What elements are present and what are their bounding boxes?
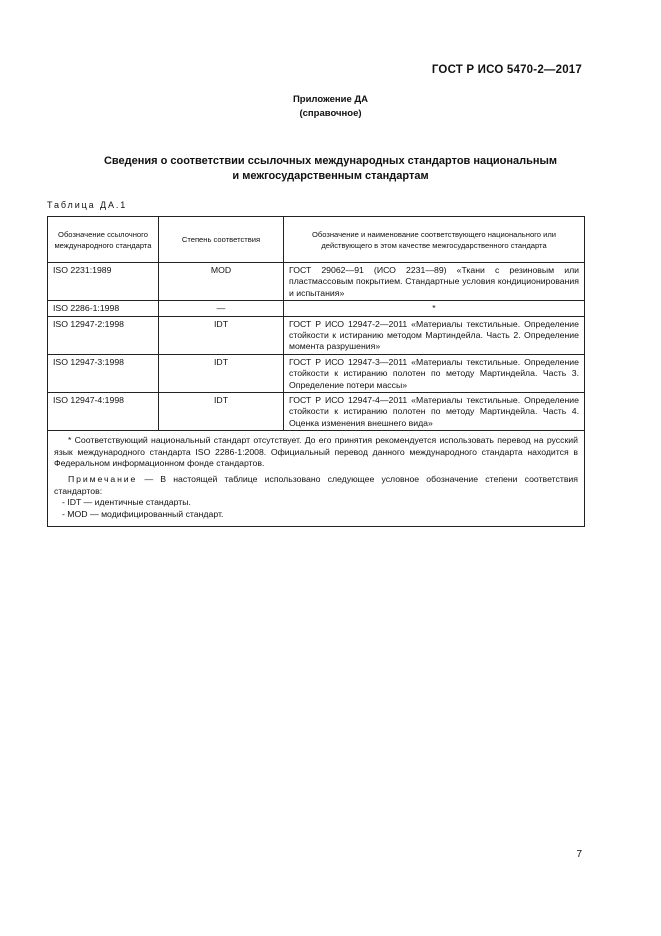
table-header-row [48, 217, 585, 263]
cell-national: * [284, 301, 585, 316]
cell-national: ГОСТ Р ИСО 12947-4—2011 «Материалы текстильные. Определение стойкости к истиранию полотен по методу Мартиндейла. Часть 4. Оценка изменения внешнего вида» [284, 393, 585, 431]
cell-degree: IDT [159, 316, 284, 354]
cell-reference: ISO 12947-2:1998 [48, 316, 159, 354]
table-row [48, 301, 585, 316]
cell-national: ГОСТ 29062—91 (ИСО 2231—89) «Ткани с резиновым или пластмассовым покрытием. Стандартные условия кондиционирования и испытания» [284, 263, 585, 301]
cell-reference: ISO 2286-1:1998 [48, 301, 159, 316]
cell-national: ГОСТ Р ИСО 12947-3—2011 «Материалы текстильные. Определение стойкости к истиранию полотен по методу Мартиндейла. Часть 3. Определение потери массы» [284, 354, 585, 392]
table-row [48, 316, 585, 354]
appendix-subtitle: (справочное) [299, 108, 362, 119]
section-title-line-2: и межгосударственным стандартам [232, 170, 429, 182]
cell-reference: ISO 12947-3:1998 [48, 354, 159, 392]
cell-degree: — [159, 301, 284, 316]
note-label: Примечание [68, 474, 138, 485]
cell-degree: IDT [159, 354, 284, 392]
appendix-title: Приложение ДА [292, 94, 369, 105]
document-code: ГОСТ Р ИСО 5470-2—2017 [431, 64, 582, 76]
cell-national: ГОСТ Р ИСО 12947-2—2011 «Материалы текстильные. Определение стойкости к истиранию методом Мартиндейла. Часть 2. Определение момента разрушения» [284, 316, 585, 354]
header-degree: Степень соответствия [159, 217, 284, 263]
page-number: 7 [576, 849, 582, 860]
table-row [48, 263, 585, 301]
table-footnote: * Соответствующий национальный стандарт отсутствует. До его принятия рекомендуется использовать перевод на русский язык международного стандарта ISO 2286-1:2008. Официальный перевод данного международного стандарта находится в Федеральном информационном фонде стандартов. [54, 435, 578, 469]
cell-degree: IDT [159, 393, 284, 431]
cell-reference: ISO 2231:1989 [48, 263, 159, 301]
table-notes [48, 431, 585, 527]
section-title-line-1: Сведения о соответствии ссылочных международных стандартов национальным [103, 155, 558, 167]
section-title [0, 154, 661, 184]
table-caption: Таблица ДА.1 [47, 200, 128, 210]
cell-degree: MOD [159, 263, 284, 301]
table-notes-row [48, 431, 585, 527]
table-note [54, 474, 578, 497]
header-reference-standard: Обозначение ссылочного международного стандарта [48, 217, 159, 263]
header-national-standard: Обозначение и наименование соответствующего национального или действующего в этом качестве межгосударственного стандарта [284, 217, 585, 263]
cell-reference: ISO 12947-4:1998 [48, 393, 159, 431]
appendix-heading [0, 93, 661, 121]
note-text: — В настоящей таблице использовано следующее условное обозначение степени соответствия стандартов: [54, 474, 578, 496]
note-item-mod: - MOD — модифицированный стандарт. [62, 508, 224, 519]
table-row [48, 354, 585, 392]
correspondence-table [47, 216, 585, 527]
table-row [48, 393, 585, 431]
note-item-idt: - IDT — идентичные стандарты. [62, 497, 191, 508]
